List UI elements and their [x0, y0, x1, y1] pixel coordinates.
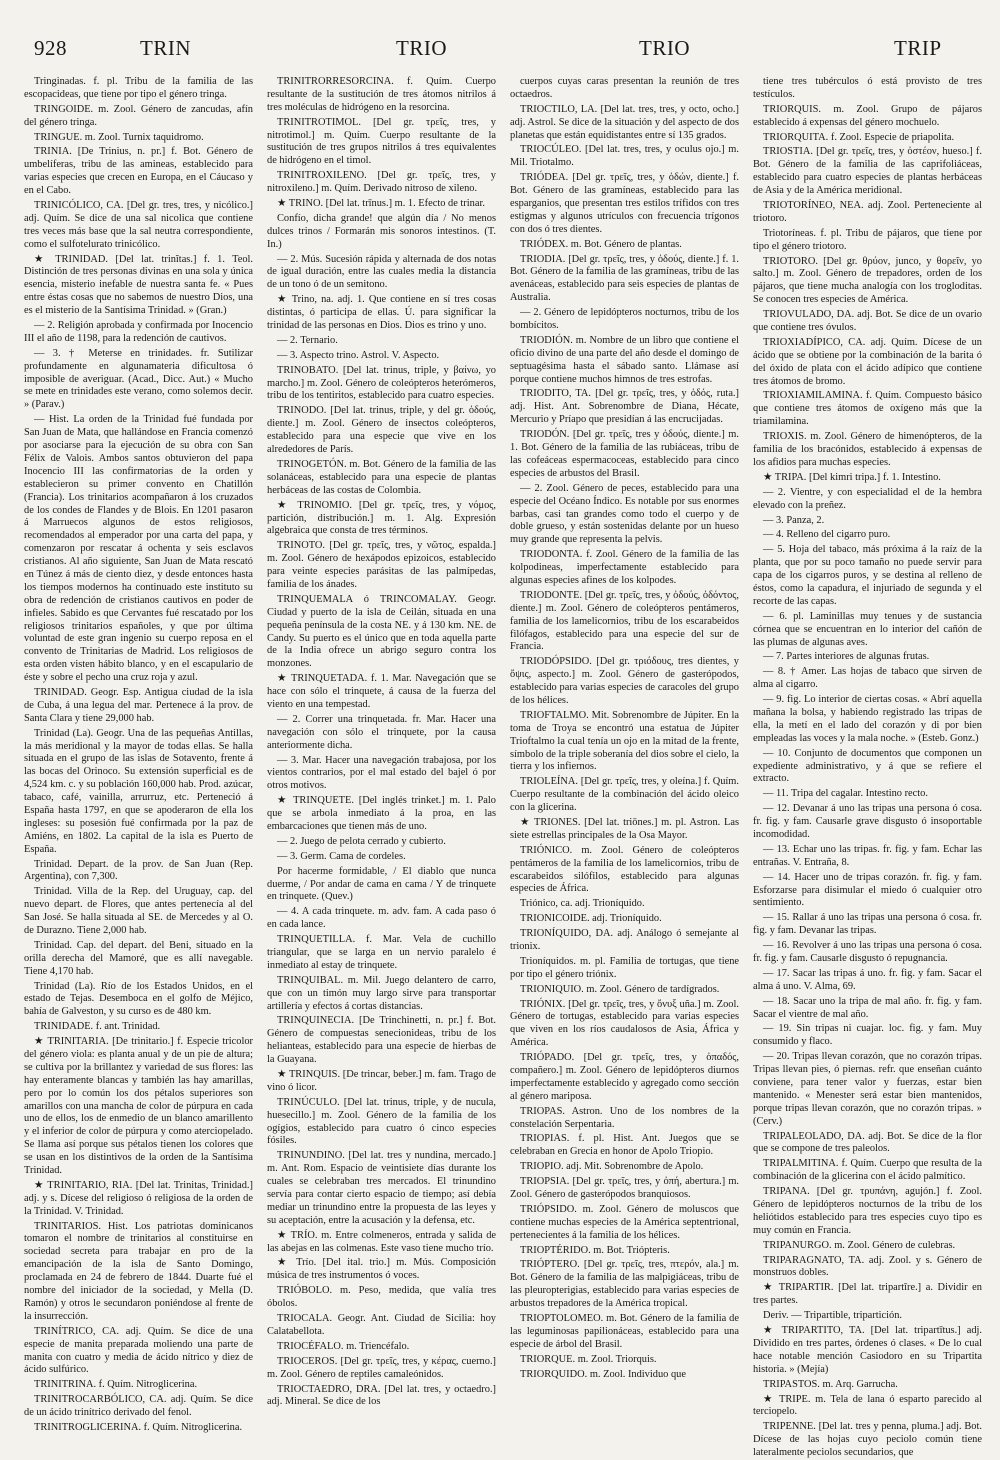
- dictionary-entry: ★ TRIONES. [Del lat. triōnes.] m. pl. Astron. Las siete estrellas principales de la Osa Mayor.: [510, 816, 739, 841]
- dictionary-entry: TRINITROXILENO. [Del gr. τρεῖς, tres, y nitroxileno.] m. Quím. Derivado nitroso de xileno.: [267, 170, 496, 195]
- dictionary-entry: TRIODIÓN. m. Nombre de un libro que contiene el oficio divino de una parte del año desde el domingo de septuagésima hasta el sábado santo. Llámase así porque contiene muchos himnos de tres estrofas.: [510, 334, 739, 385]
- dictionary-entry: ★ TRINO. [Del lat. trīnus.] m. 1. Efecto de trinar.: [277, 198, 485, 210]
- dictionary-entry: TRINIA. [De Trinius, n. pr.] f. Bot. Género de umbelíferas, tribu de las amineas, establecido para varias especies que crecen en Europa, en el Cáucaso y en el Cabo.: [24, 146, 253, 197]
- dictionary-entry: — Hist. La orden de la Trinidad fué fundada por San Juan de Mata, que hallándose en Francia comenzó por asociarse para la ejecución de su obra con San Félix de Valois. Ambos santos obtuvieron del papa Inocencio III las confirmatorias de la orden y establecieron su primer convento en Chatillón (Francia). Los trinitarios acompañaron á los cruzados de los condes de Flandes y de Blois. En 1201 pasaron á Marruecos algunos de estos religiosos, recomendados al emperador por una carta del papa, y comenzaron por rescatar á ochenta y seis esclavos cristianos. Al año siguiente, San Juan de Mata rescató en Túnez á más de ciento diez, y desde entonces hasta los tiempos modernos ha continuado este instituto su obra de redención de cristianos cautivos en poder de infieles. Sabido es que Cervantes fué rescatado por los religiosos trinitarios españoles, y que por última voluntad de este gran ingenio su cuerpo reposa en el convento de Trinitarias de Madrid. Los religiosos de esta orden visten hábito blanco, y en el escapulario de éste y sobre el pecho una cruz roja y azul.: [24, 414, 253, 684]
- dictionary-entry: Trinidad. Cap. del depart. del Beni, situado en la orilla derecha del Mamoré, que es allí navegable. Tiene 4,170 hab.: [24, 939, 253, 977]
- dictionary-entry: Trinidad. Depart. de la prov. de San Juan (Rep. Argentina), con 7,300.: [24, 858, 253, 883]
- dictionary-entry: ★ TRIPARTITO, TA. [Del lat. tripartītus.] adj. Dividido en tres partes, órdenes ó clases. « De lo cual hace notable mención Casiodoro en su Tripartita historia. » (Mejía): [753, 1325, 982, 1375]
- dictionary-entry: TRINGUE. m. Zool. Turnix taquidromo.: [34, 131, 204, 143]
- dictionary-entry: TRIOSTIA. [Del gr. τρεῖς, tres, y ὀστέον, hueso.] f. Bot. Género de la familia de las caprifoliáceas, establecido para cuatro especies de plantas herbáceas de Asia y de la América meridional.: [753, 146, 982, 197]
- dictionary-entry: TRINITRORRESORCINA. f. Quím. Cuerpo resultante de la sustitución de tres átomos nitrilos á tres moléculas de hidrógeno en la resorcina.: [267, 76, 496, 113]
- dictionary-entry: TRIODITO, TA. [Del gr. τρεῖς, tres, y ὁδός, ruta.] adj. Hist. Ant. Sobrenombre de Diana, Hécate, Mercurio y Príapo que presidían á las encrucijadas.: [510, 388, 739, 426]
- dictionary-entry: ★ Trino, na. adj. 1. Que contiene en sí tres cosas distintas, ó participa de ellas. Ú. para significar la trinidad de las personas en Dios. Dios es trino y uno.: [267, 294, 496, 332]
- dictionary-entry: TRIOPAS. Astron. Uno de los nombres de la constelación Serpentaria.: [510, 1105, 739, 1130]
- dictionary-entry: — 4. A cada trinquete. m. adv. fam. A cada paso ó en cada lance.: [267, 906, 496, 931]
- dictionary-entry: — 3. † Meterse en trinidades. fr. Sutilizar profundamente en algunamateria dificultosa ó imposible de averiguar. (Acad., Dicc. Aut.) « Mucho se mete en trinidades este verano, como solemos decir. » (Parav.): [24, 347, 253, 411]
- guide-word: TRIO: [396, 36, 447, 60]
- dictionary-entry: — 20. Tripas llevan corazón, que no corazón tripas. Tripas llevan pies, ó piernas. refr. que enseñan cuánto conviene, para tener valor y fuerzas, estar bien mantenido. « Menester será estar bien mantenidos, porque tripas llevan corazón, que no corazón tripas. » (Cerv.): [753, 1051, 982, 1127]
- dictionary-entry: — 15. Rallar á uno las tripas una persona ó cosa. fr. fig. y fam. Devanar las tripas.: [753, 912, 982, 937]
- dictionary-entry: TRIOCÉFALO. m. Triencéfalo.: [277, 1340, 410, 1352]
- dictionary-entry: TRINICÓLICO, CA. [Del gr. tres, tres, y nicólico.] adj. Quím. Se dice de una sal nicolica que contiene tres veces más base que la sal neutra correspondiente, como el sulfotelurato trinicólico.: [24, 200, 253, 250]
- guide-word: TRIP: [894, 36, 942, 60]
- dictionary-entry: TRINOBATO. [Del lat. trinus, triple, y βαίνω, yo marcho.] m. Zool. Género de coleópteros heterómeros, tribu de los tentiritos, establecido para cuatro especies.: [267, 364, 496, 402]
- dictionary-entry: TRIOVULADO, DA. adj. Bot. Se dice de un ovario que contiene tres óvulos.: [753, 309, 982, 334]
- dictionary-entry: — 9. fig. Lo interior de ciertas cosas. « Abrí aquella mañana la bolsa, y habiendo registrado las tripas de ella, la metí en el lado del corazón y di por bien empleadas las voces y la mala noche. » (Esteb. Gonz.): [753, 694, 982, 744]
- dictionary-entry: ★ TRIPA. [Del kimri tripa.] f. 1. Intestino.: [763, 471, 941, 483]
- dictionary-entry: — 2. Género de lepidópteros nocturnos, tribu de los bombícitos.: [510, 307, 739, 332]
- dictionary-entry: TRINITROGLICERINA. f. Quím. Nitroglicerina.: [34, 1421, 243, 1433]
- dictionary-entry: — 3. Aspecto trino. Astrol. V. Aspecto.: [277, 349, 440, 361]
- text-column: [753, 76, 982, 1459]
- dictionary-entry: Triotoríneas. f. pl. Tribu de pájaros, que tiene por tipo el género triotoro.: [753, 227, 982, 252]
- dictionary-entry: TRINIDADE. f. ant. Trinidad.: [34, 1021, 161, 1033]
- dictionary-entry: — 2. Ternario.: [277, 334, 338, 346]
- dictionary-entry: TRIÓPSIDO. m. Zool. Género de moluscos que contiene muchas especies de la América septentrional, pertenecientes á la familia de los hélices.: [510, 1203, 739, 1241]
- dictionary-entry: TRIOPIAS. f. pl. Hist. Ant. Juegos que se celebraban en Grecia en honor de Apolo Triopio.: [510, 1133, 739, 1158]
- dictionary-entry: — 2. Correr una trinquetada. fr. Mar. Hacer una navegación con sólo el trinquete, por la causa anteriormente dicha.: [267, 713, 496, 751]
- dictionary-entry: TRINODO. [Del lat. trinus, triple, y del gr. ὀδούς, diente.] m. Zool. Género de insectos coleópteros, establecido para una especie que vive en los alrededores de París.: [267, 405, 496, 456]
- text-column: [510, 76, 739, 1380]
- dictionary-entry: cuerpos cuyas caras presentan la reunión de tres octaedros.: [510, 76, 739, 100]
- dictionary-entry: TRIOPIO. adj. Mit. Sobrenombre de Apolo.: [520, 1161, 704, 1173]
- dictionary-entry: TRIODONTE. [Del gr. τρεῖς, tres, y ὀδούς, ὀδόντος, diente.] m. Zool. Género de coleópteros pentámeros, familia de los lamelicornios, tribu de los escarabeidos filófagos, establecido para una especie del sur de Francia.: [510, 589, 739, 653]
- dictionary-entry: ★ TRIPARTIR. [Del lat. tripartīre.] a. Dividir en tres partes.: [753, 1282, 982, 1307]
- dictionary-entry: TRIPANURGO. m. Zool. Género de culebras.: [763, 1239, 956, 1251]
- dictionary-entry: TRINITROTIMOL. [Del gr. τρεῖς, tres, y nitrotimol.] m. Quím. Cuerpo resultante de la sustitución de tres grupos nitrilos á tres equivalentes de hidrógeno en el timol.: [267, 116, 496, 167]
- dictionary-entry: — 3. Panza, 2.: [763, 514, 825, 526]
- dictionary-entry: Deriv. — Tripartible, tripartición.: [763, 1310, 902, 1322]
- text-column: [267, 76, 496, 1408]
- dictionary-entry: Trinidad (La). Río de los Estados Unidos, en el estado de Tejas. Desemboca en el golfo de Méjico, bahía de Galveston, y su curso es de 480 km.: [24, 980, 253, 1018]
- dictionary-entry: TRINQUEMALA ó TRINCOMALAY. Geogr. Ciudad y puerto de la isla de Ceilán, situada en una pequeña península de la costa NE. y á 130 km. NE. de Candy. Su puerto es el único que en toda aquella parte de la India ofrece un abrigo seguro contra los monzones.: [267, 593, 496, 670]
- dictionary-entry: — 2. Zool. Género de peces, establecido para una especie del Océano Índico. Es notable por sus enormes barbas, casi tan grandes como todo el cuerpo y de doble grueso, y están sostenidas delante por un hueso muy grande que representa la pelvis.: [510, 482, 739, 546]
- text-columns: [24, 76, 982, 1459]
- dictionary-entry: TRIPARAGNATO, TA. adj. Zool. y s. Género de monstruos dobles.: [753, 1254, 982, 1279]
- dictionary-entry: TRINITRINA. f. Quím. Nitroglicerina.: [34, 1379, 198, 1391]
- dictionary-entry: TRINQUETILLA. f. Mar. Vela de cuchillo triangular, que se larga en un nervio paralelo é inmediato al estay de trinquete.: [267, 934, 496, 971]
- dictionary-entry: Trinidad. Villa de la Rep. del Uruguay, cap. del nuevo depart. de Flores, que antes pertenecía al del San José. Se halla situada al SE. de Mercedes y al O. de Durazno. Tiene 2,000 hab.: [24, 886, 253, 936]
- dictionary-entry: TRIOCALA. Geogr. Ant. Ciudad de Sicilia: hoy Calatabellota.: [267, 1313, 496, 1337]
- dictionary-entry: TRIORQUIS. m. Zool. Grupo de pájaros establecido á expensas del género mochuelo.: [753, 103, 982, 128]
- dictionary-entry: Por hacerme formidable, / El diablo que nunca duerme, / Por andar de cama en cama / Y de trinquete en trinquete. (Quev.): [267, 865, 496, 903]
- dictionary-entry: TRIÓBOLO. m. Peso, medida, que valía tres óbolos.: [267, 1285, 496, 1310]
- dictionary-entry: TRIÓDEX. m. Bot. Género de plantas.: [520, 238, 682, 250]
- dictionary-entry: ★ TRINIDAD. [Del lat. trinĭtas.] f. 1. Teol. Distinción de tres personas divinas en una sola y única esencia, misterio inefable de nuestra santa fe. « Pues entre éstas cosas que no sabemos de nuestro Dios, una es el misterio de la Santísima Trinidad. » (Gran.): [24, 253, 253, 317]
- dictionary-entry: — 4. Relleno del cigarro puro.: [763, 529, 891, 541]
- dictionary-entry: — 2. Mús. Sucesión rápida y alternada de dos notas de igual duración, entre las cuales media la distancia de un tono ó de un semitono.: [267, 253, 496, 291]
- page-header: [24, 30, 982, 76]
- dictionary-entry: — 8. † Amer. Las hojas de tabaco que sirven de alma al cigarro.: [753, 666, 982, 691]
- dictionary-entry: TRIOPTÉRIDO. m. Bot. Triópteris.: [520, 1244, 670, 1256]
- dictionary-entry: TRIPASTOS. m. Arq. Garrucha.: [763, 1378, 898, 1390]
- dictionary-entry: TRIÓPTERO. [Del gr. τρεῖς, tres, πτερόν, ala.] m. Bot. Género de la familia de las malpigiáceas, tribu de las pleuropterigias, establecido para varias especies de arbustos trepadores de la América tropical.: [510, 1259, 739, 1310]
- dictionary-entry: TRINÚCULO. [Del lat. trinus, triple, y de nucula, huesecillo.] m. Zool. Género de la familia de los ogígios, establecido para cuatro ó cinco especies fósiles.: [267, 1096, 496, 1147]
- dictionary-entry: — 3. Mar. Hacer una navegación trabajosa, por los vientos contrarios, por el mal estado del bajel ó por otros motivos.: [267, 754, 496, 792]
- dictionary-entry: TRIÓNIX. [Del gr. τρεῖς, tres, y ὄνυξ uña.] m. Zool. Género de tortugas, establecido para varias especies que viven en los ríos caudalosos de Asia, África y América.: [510, 998, 739, 1049]
- dictionary-entry: Trinidad (La). Geogr. Una de las pequeñas Antillas, la más meridional y la mayor de todas ellas. Se halla situada en el grupo de las islas de Sotavento, frente á las bocas del Orinoco. Su extensión superficial es de 4,524 km. c. y su población 160,000 hab. Prod. azúcar, tabaco, café, vainilla, arrurruz, etc. Perteneció á España hasta 1797, en que se apoderaron de ella los ingleses: su posesión fué confirmada por la paz de Amiéns, en 1802. La capital de la isla es Puerto de España.: [24, 727, 253, 855]
- dictionary-entry: — 16. Revolver á uno las tripas una persona ó cosa. fr. fig. y fam. Causarle disgusto ó repugnancia.: [753, 940, 982, 964]
- dictionary-entry: TRINITARIOS. Hist. Los patriotas dominicanos tomaron el nombre de trinitarios al constituirse en sociedad secreta para trabajar en pro de la emancipación de la isla de Santo Domingo, proclamada en 24 de febrero de 1844. Duarte fué el nombre del iniciador de la sociedad, y Mella (D. Ramón) y otros le secundaron poniéndose al frente de la insurrección.: [24, 1220, 253, 1322]
- dictionary-entry: — 13. Echar uno las tripas. fr. fig. y fam. Echar las entrañas. V. Entraña, 8.: [753, 843, 982, 868]
- dictionary-entry: TRIODONTA. f. Zool. Género de la familia de las kolpodineas, imperfectamente establecido para algunas especies afines de los kolpodes.: [510, 549, 739, 586]
- guide-word: TRIO: [639, 36, 690, 60]
- dictionary-entry: Tringinadas. f. pl. Tribu de la familia de las escopacideas, que tiene por tipo el género tringa.: [24, 76, 253, 100]
- dictionary-entry: TRIOPTOLOMEO. m. Bot. Género de la familia de las leguminosas papilionáceas, establecido para una especie de árbol del Brasil.: [510, 1313, 739, 1350]
- dictionary-entry: — 2. Vientre, y con especialidad el de la hembra elevado con la preñez.: [753, 486, 982, 511]
- dictionary-entry: tiene tres tubérculos ó está provisto de tres testículos.: [753, 76, 982, 100]
- dictionary-entry: TRIOCTAEDRO, DRA. [Del lat. tres, y octaedro.] adj. Mineral. Se dice de los: [267, 1383, 496, 1408]
- dictionary-entry: TRIOTORÍNEO, NEA. adj. Zool. Perteneciente al triotoro.: [753, 200, 982, 224]
- text-column: [24, 76, 253, 1433]
- dictionary-entry: TRIOXIADÍPICO, CA. adj. Quím. Dícese de un ácido que se obtiene por la combinación de la barita ó del óxido de plata con el ácido adípico que contiene tres átomos de bromo.: [753, 336, 982, 387]
- dictionary-entry: TRINITROCARBÓLICO, CA. adj. Quím. Se dice de un ácido trinítrico derivado del fenol.: [24, 1394, 253, 1419]
- dictionary-entry: TRIODIA. [Del gr. τρεῖς, tres, y ὀδούς, diente.] f. 1. Bot. Género de la familia de las gramíneas, tribu de las avenáceas, establecido para seis especies de plantas de Australia.: [510, 253, 739, 304]
- dictionary-entry: TRINIDAD. Geogr. Esp. Antigua ciudad de la isla de Cuba, á una legua del mar. Pertenece á la prov. de Santa Clara y tiene 29,000 hab.: [24, 686, 253, 724]
- dictionary-entry: TRIORQUE. m. Zool. Triorquis.: [520, 1353, 657, 1365]
- dictionary-entry: TRIORQUITA. f. Zool. Especie de priapolita.: [763, 131, 955, 143]
- dictionary-entry: TRIOXIAMILAMINA. f. Quím. Compuesto básico que contiene tres átomos de oxígeno más que la triamilamina.: [753, 390, 982, 428]
- dictionary-entry: Trioníquidos. m. pl. Familia de tortugas, que tiene por tipo el género triónix.: [510, 955, 739, 980]
- dictionary-entry: TRINGOIDE. m. Zool. Género de zancudas, afín del género tringa.: [24, 103, 253, 128]
- dictionary-entry: TRIODÓN. [Del gr. τρεῖς, tres y ὀδούς, diente.] m. 1. Bot. Género de la familia de las rubiáceas, tribu de las cofeáceas espermacoceas, establecido para cinco especies de arbustos del Brasil.: [510, 429, 739, 479]
- dictionary-entry: TRINOGETÓN. m. Bot. Género de la familia de las solanáceas, establecido para una especie de plantas herbáceas de las costas de Colombia.: [267, 458, 496, 496]
- dictionary-entry: TRIOCÚLEO. [Del lat. tres, tres, y oculus ojo.] m. Mil. Triotalmo.: [510, 144, 739, 169]
- dictionary-entry: — 17. Sacar las tripas á uno. fr. fig. y fam. Sacar el alma á uno. V. Alma, 69.: [753, 967, 982, 992]
- dictionary-entry: TRIPANA. [Del gr. τρυπάνη, agujón.] f. Zool. Género de lepidópteros nocturnos de la tribu de los heliótidos establecido para tres especies cuyo tipo es muy común en Francia.: [753, 1186, 982, 1236]
- dictionary-entry: — 3. Germ. Cama de cordeles.: [277, 850, 406, 862]
- dictionary-entry: TRIOLEÍNA. [Del gr. τρεῖς, tres, y oleína.] f. Quím. Cuerpo resultante de la combinación del ácido oleico con la glicerina.: [510, 776, 739, 814]
- dictionary-entry: ★ TRINITARIO, RIA. [Del lat. Trinitas, Trinidad.] adj. y s. Dícese del religioso ó religiosa de la orden de la Trinidad. V. Trinidad.: [24, 1179, 253, 1217]
- dictionary-entry: TRINQUINECIA. [De Trinchinetti, n. pr.] f. Bot. Género de compuestas senecionideas, tribu de los helianteas, establecido para una especie de hierbas de la Guayana.: [267, 1015, 496, 1066]
- dictionary-entry: ★ TRINITARIA. [De trinitario.] f. Especie tricolor del género viola: es planta anual y de un pie de altura; se cultiva por la brillantez y variedad de sus flores: las hay enteramente blancas y también las hay amarillas, pero por lo común los dos pétalos superiores son amarillos con una mancha de color de púrpura en cada uno de ellos, los de enmedio de un blanco amarillento y el inferior de color de púrpura y como aterciopelado. Se llama así porque sus pétalos tienen los colores que se usan en los distintivos de la orden de la Santísima Trinidad.: [24, 1036, 253, 1177]
- page-number: 928: [34, 36, 67, 60]
- dictionary-entry: TRIÓNICO. m. Zool. Género de coleópteros pentámeros de la familia de los lamelicornios, tribu de escarabeidos silófilos, establecido para algunas especies de África.: [510, 844, 739, 895]
- dictionary-entry: ★ TRINQUIS. [De trincar, beber.] m. fam. Trago de vino ó licor.: [267, 1069, 496, 1093]
- dictionary-entry: TRIOXIS. m. Zool. Género de himenópteros, de la familia de los bracónidos, establecido á expensas de los afidios para muchas especies.: [753, 431, 982, 468]
- dictionary-entry: Triónico, ca. adj. Trioníquido.: [520, 898, 645, 910]
- dictionary-entry: — 6. pl. Laminillas muy tenues y de sustancia córnea que se encuentran en lo interior del cañón de las plumas de algunas aves.: [753, 610, 982, 648]
- dictionary-entry: TRIÓPADO. [Del gr. τρεῖς, tres, y ὀπαδός, compañero.] m. Zool. Género de lepidópteros diurnos imperfectamente establecido y agregado como sección al género mariposa.: [510, 1052, 739, 1102]
- dictionary-entry: TRIOTORO. [Del gr. θρύον, junco, y θορεῖν, yo salto.] m. Zool. Género de trepadores, orden de los pájaros, que tiene mucha analogía con los trogloditas. Se conocen tres especies de América.: [753, 255, 982, 306]
- dictionary-entry: — 12. Devanar á uno las tripas una persona ó cosa. fr. fig. y fam. Causarle grave disgusto ó insoportable incomodidad.: [753, 803, 982, 840]
- dictionary-entry: — 14. Hacer uno de tripas corazón. fr. fig. y fam. Esforzarse para disimular el miedo ó cualquier otro sentimiento.: [753, 871, 982, 909]
- dictionary-entry: TRINOTO. [Del gr. τρεῖς, tres, y νῶτος, espalda.] m. Zool. Género de hexápodos epizoicos, establecido para veinte especies parásitas de las palmípedas, familia de los ánades.: [267, 540, 496, 590]
- dictionary-entry: TRIPALEOLADO, DA. adj. Bot. Se dice de la flor que se compone de tres paleolos.: [753, 1130, 982, 1155]
- dictionary-entry: ★ TRÍO. m. Entre colmeneros, entrada y salida de las abejas en las colmenas. Este vaso tiene mucho trío.: [267, 1229, 496, 1254]
- dictionary-entry: ★ TRIPE. m. Tela de lana ó esparto parecido al terciopelo.: [753, 1393, 982, 1418]
- dictionary-entry: — 10. Conjunto de documentos que componen un expediente administrativo, y á que se refiere el extracto.: [753, 747, 982, 785]
- dictionary-entry: TRIÓDEA. [Del gr. τρεῖς, tres, y ὀδών, diente.] f. Bot. Género de las gramíneas, establecido para las esparganios, que presentan tres estilos trífidos con tres estigmas y algunos utrículos con frecuencia trígonos con dos ó tres dientes.: [510, 172, 739, 235]
- dictionary-entry: Confío, dicha grande! que algún día / No menos dulces trinos / Formarán mis sonoros intestinos. (T. In.): [267, 212, 496, 250]
- dictionary-entry: ★ TRINQUETADA. f. 1. Mar. Navegación que se hace con sólo el trinquete, á causa de la fuerza del viento en una tempestad.: [267, 673, 496, 710]
- dictionary-entry: TRIOCTILO, LA. [Del lat. tres, tres, y octo, ocho.] adj. Astrol. Se dice de la situación y del aspecto de dos planetas que están equidistantes entre sí 135 grados.: [510, 103, 739, 141]
- dictionary-entry: ★ TRINOMIO. [Del gr. τρεῖς, tres, y νόμος, partición, distribución.] m. 1. Alg. Expresión algebraica que consta de tres términos.: [267, 499, 496, 537]
- guide-word: TRIN: [140, 36, 191, 60]
- dictionary-entry: — 18. Sacar uno la tripa de mal año. fr. fig. y fam. Sacar el vientre de mal año.: [753, 995, 982, 1020]
- dictionary-entry: TRIOPSIA. [Del gr. τρεῖς, tres, y ὀπή, abertura.] m. Zool. Género de gasterópodos branquiosos.: [510, 1176, 739, 1201]
- dictionary-entry: — 11. Tripa del cagalar. Intestino recto.: [763, 788, 928, 800]
- dictionary-entry: — 19. Sin tripas ni cuajar. loc. fig. y fam. Muy consumido y flaco.: [753, 1023, 982, 1048]
- dictionary-entry: TRIONÍQUIDO, DA. adj. Análogo ó semejante al trionix.: [510, 928, 739, 952]
- dictionary-entry: — 2. Religión aprobada y confirmada por Inocencio III el año de 1198, para la redención de cautivos.: [24, 320, 253, 344]
- dictionary-entry: TRIOCEROS. [Del gr. τρεῖς, tres, y κέρας, cuerno.] m. Zool. Género de reptiles camaleónidos.: [267, 1355, 496, 1380]
- dictionary-entry: TRIPENNE. [Del lat. tres y penna, pluma.] adj. Bot. Dícese de las hojas cuyo peciolo común tiene lateralmente peciolos secundarios, que: [753, 1421, 982, 1459]
- dictionary-entry: TRIONIQUIO. m. Zool. Género de tardígrados.: [520, 983, 720, 995]
- dictionary-entry: ★ Trío. [Del ital. trio.] m. Mús. Composición música de tres instrumentos ó voces.: [267, 1257, 496, 1282]
- dictionary-entry: TRIORQUIDO. m. Zool. Individuo que: [520, 1368, 686, 1380]
- dictionary-entry: — 5. Hoja del tabaco, más próxima á la raíz de la planta, que por su poco tamaño no puede servir para capa de los cigarros puros, y se destina al relleno de éstos, como la capadura, el injuriado de segunda y el recorte de las capas.: [753, 544, 982, 607]
- dictionary-entry: TRIOFTALMO. Mit. Sobrenombre de Júpiter. En la toma de Troya se encontró una estatua de Júpiter Trioftalmo la cual tenía un ojo en la mitad de la frente, símbolo de la triple soberanía del dios sobre el cielo, la tierra y los infiernos.: [510, 709, 739, 773]
- dictionary-entry: TRINUNDINO. [Del lat. tres y nundina, mercado.] m. Ant. Rom. Espacio de veintisiete días durante los cuales se celebraban tres mercados. El trinundino servía para contar cierto espacio de tiempo; así debía mediar un trinundino entre la propuesta de las leyes y su aceptación, entre la acusación y la defensa, etc.: [267, 1150, 496, 1226]
- dictionary-entry: TRIPALMITINA. f. Quím. Cuerpo que resulta de la combinación de la glicerina con el ácido palmítico.: [753, 1158, 982, 1183]
- dictionary-entry: — 7. Partes interiores de algunas frutas.: [763, 651, 930, 663]
- dictionary-entry: TRIONICOIDE. adj. Trioníquido.: [520, 913, 662, 925]
- dictionary-entry: TRINQUIBAL. m. Mil. Juego delantero de carro, que con un timón muy largo sirve para transportar artillería y efectos á cortas distancias.: [267, 974, 496, 1012]
- dictionary-entry: — 2. Juego de pelota cerrado y cubierto.: [277, 835, 446, 847]
- dictionary-entry: TRINÍTRICO, CA. adj. Quím. Se dice de una especie de manita preparada moliendo una parte de manita con cuatro y media de ácido nítrico y diez de ácido sulfúrico.: [24, 1325, 253, 1376]
- dictionary-entry: ★ TRINQUETE. [Del inglés trinket.] m. 1. Palo que se arbola inmediato á la proa, en las embarcaciones que tienen más de uno.: [267, 795, 496, 832]
- dictionary-entry: TRIODÓPSIDO. [Del gr. τριόδους, tres dientes, y ὄψις, aspecto.] m. Zool. Género de gasterópodos, establecido para varias especies de caracoles del grupo de los hélices.: [510, 656, 739, 706]
